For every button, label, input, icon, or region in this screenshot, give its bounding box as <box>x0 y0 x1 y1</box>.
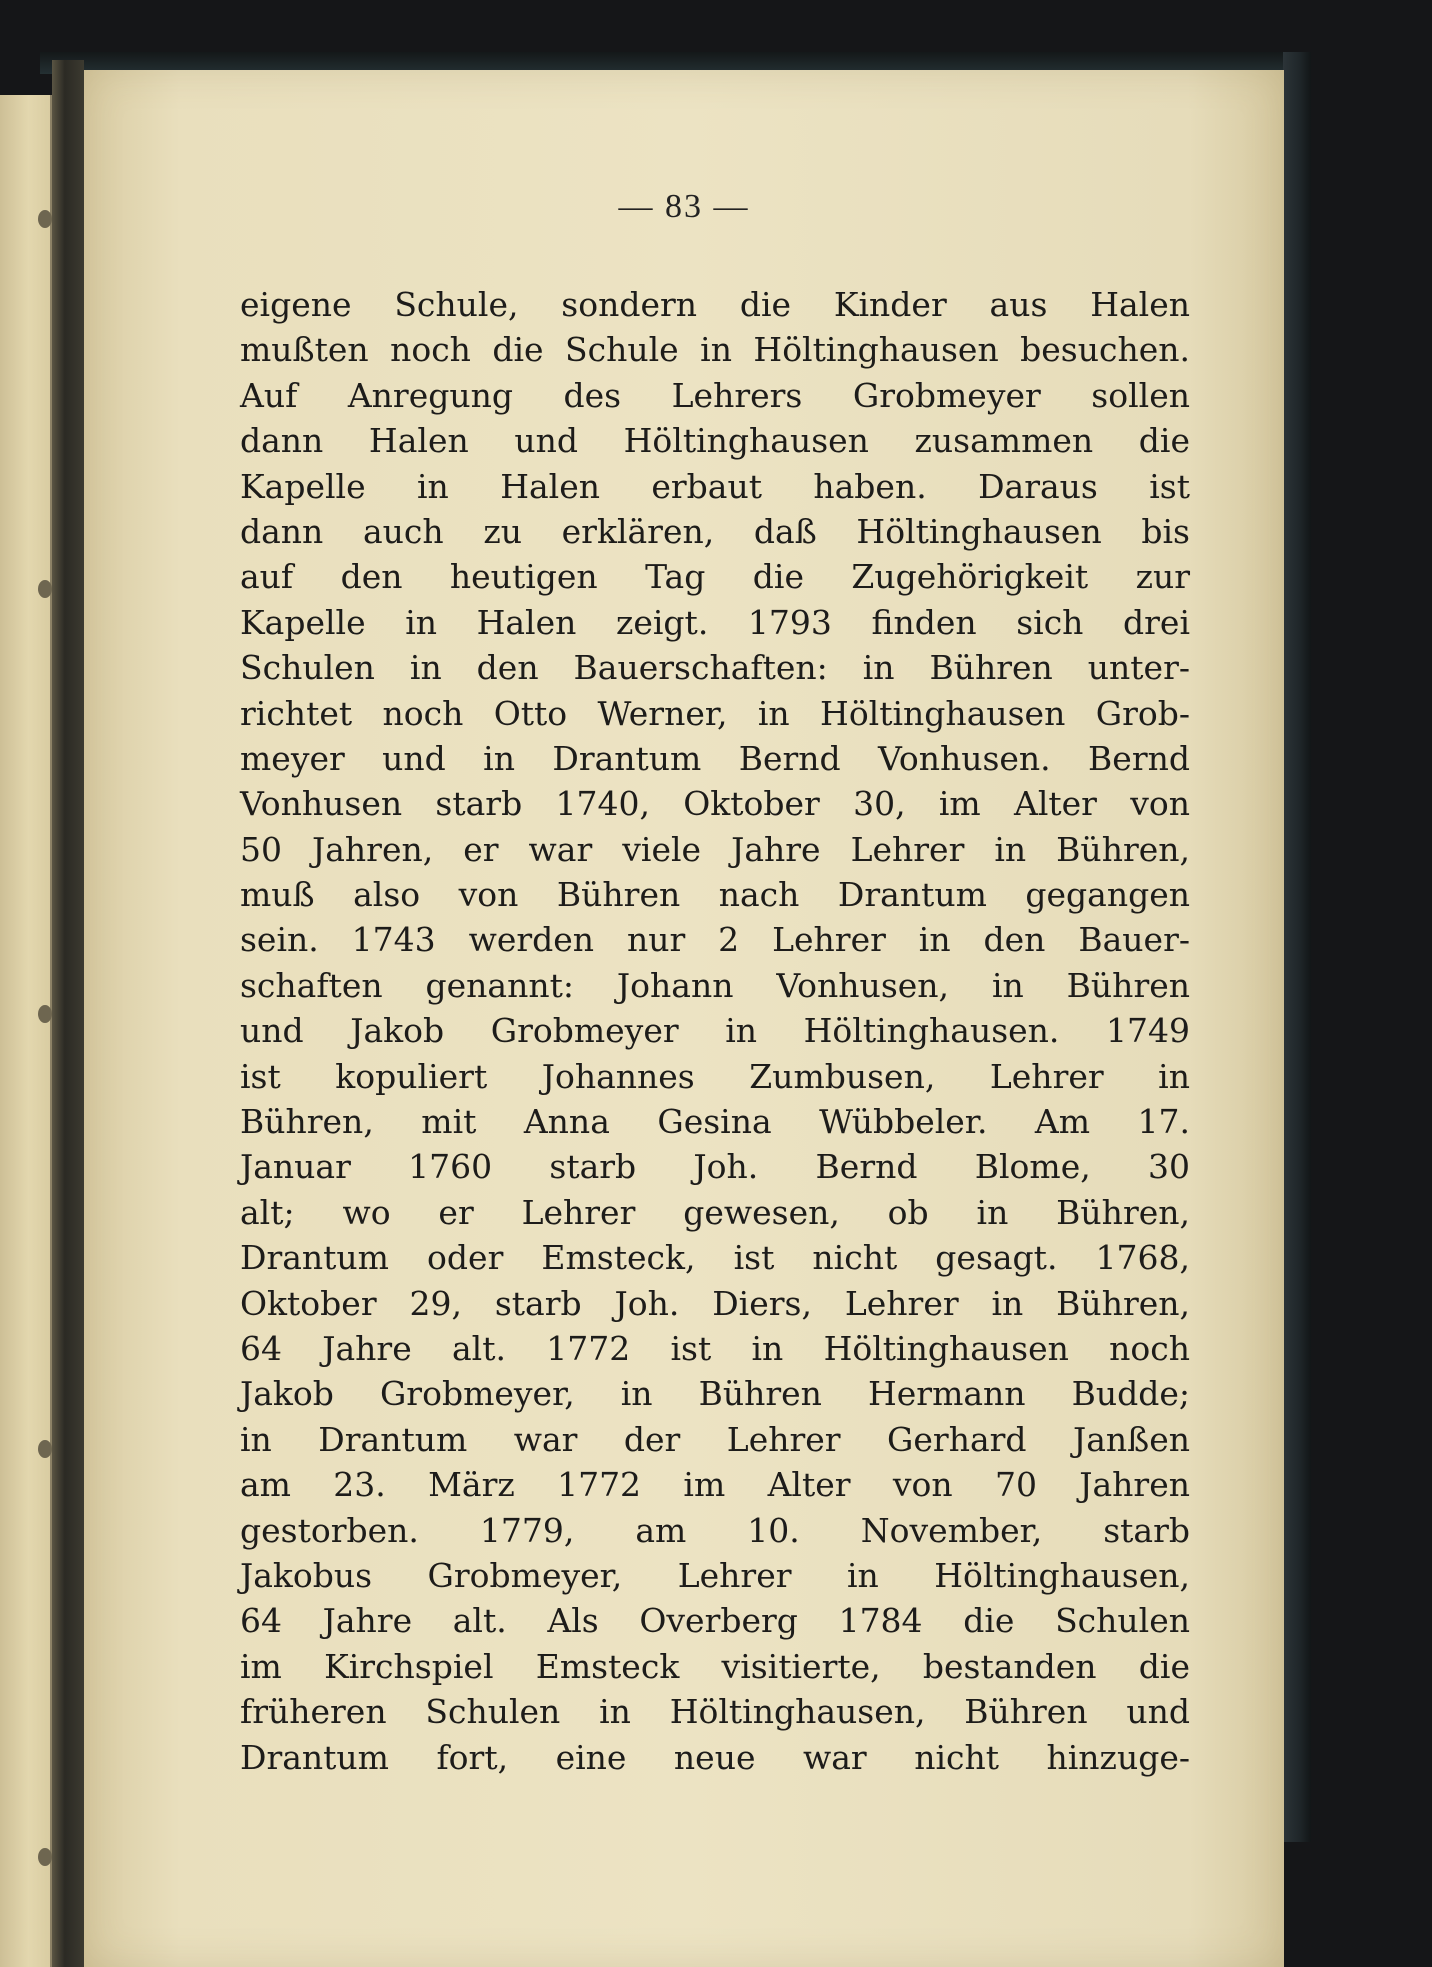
text-line: 50 Jahren, er war viele Jahre Lehrer in Bühren, <box>240 829 1190 869</box>
text-line: Oktober 29, starb Joh. Diers, Lehrer in Bühren, <box>240 1283 1190 1323</box>
text-line: auf den heutigen Tag die Zugehörigkeit zur <box>240 557 1190 597</box>
page-number: — 83 — <box>618 188 750 225</box>
book-page <box>84 70 1284 1967</box>
text-line: 64 Jahre alt. Als Overberg 1784 die Schulen <box>240 1601 1190 1641</box>
text-line: Januar 1760 starb Joh. Bernd Blome, 30 <box>240 1147 1190 1187</box>
text-line: Kapelle in Halen zeigt. 1793 finden sich drei <box>240 602 1190 642</box>
text-line: Bühren, mit Anna Gesina Wübbeler. Am 17. <box>240 1102 1190 1142</box>
text-line: Drantum oder Emsteck, ist nicht gesagt. 1768, <box>240 1238 1190 1278</box>
text-line: dann auch zu erklären, daß Höltinghausen bis <box>240 511 1190 551</box>
text-line: Jakob Grobmeyer, in Bühren Hermann Budde; <box>240 1374 1190 1414</box>
text-line: alt; wo er Lehrer gewesen, ob in Bühren, <box>240 1192 1190 1232</box>
text-line: und Jakob Grobmeyer in Höltinghausen. 1749 <box>240 1011 1190 1051</box>
left-page-sliver <box>0 95 52 1967</box>
text-line: sein. 1743 werden nur 2 Lehrer in den Bauer- <box>240 920 1190 960</box>
text-line: meyer und in Drantum Bernd Vonhusen. Bernd <box>240 738 1190 778</box>
text-line: schaften genannt: Johann Vonhusen, in Bühren <box>240 965 1190 1005</box>
binding-stitch-hole <box>38 1005 52 1023</box>
binding-stitch-hole <box>38 1848 52 1866</box>
text-line: ist kopuliert Johannes Zumbusen, Lehrer in <box>240 1056 1190 1096</box>
book-cover-right-edge <box>1283 52 1311 1842</box>
text-line: Auf Anregung des Lehrers Grobmeyer sollen <box>240 375 1190 415</box>
text-line: Vonhusen starb 1740, Oktober 30, im Alter von <box>240 784 1190 824</box>
text-line: Schulen in den Bauerschaften: in Bühren unter- <box>240 648 1190 688</box>
text-line: gestorben. 1779, am 10. November, starb <box>240 1510 1190 1550</box>
binding-stitch-hole <box>38 210 52 228</box>
page-text <box>240 282 1190 1780</box>
text-line: richtet noch Otto Werner, in Höltinghausen Grob- <box>240 693 1190 733</box>
binding-stitch-hole <box>38 580 52 598</box>
text-line: Drantum fort, eine neue war nicht hinzuge- <box>240 1737 1190 1777</box>
text-line: Jakobus Grobmeyer, Lehrer in Höltinghausen, <box>240 1555 1190 1595</box>
book-gutter <box>52 60 84 1967</box>
text-line: im Kirchspiel Emsteck visitierte, bestanden die <box>240 1646 1190 1686</box>
text-line: in Drantum war der Lehrer Gerhard Janßen <box>240 1419 1190 1459</box>
text-line: eigene Schule, sondern die Kinder aus Halen <box>240 285 1190 324</box>
binding-stitch-hole <box>38 1440 52 1458</box>
text-line: mußten noch die Schule in Höltinghausen besuchen. <box>240 330 1190 370</box>
text-line: 64 Jahre alt. 1772 ist in Höltinghausen noch <box>240 1328 1190 1368</box>
text-line: am 23. März 1772 im Alter von 70 Jahren <box>240 1465 1190 1505</box>
text-line: Kapelle in Halen erbaut haben. Daraus ist <box>240 466 1190 506</box>
text-line: dann Halen und Höltinghausen zusammen die <box>240 421 1190 461</box>
text-line: früheren Schulen in Höltinghausen, Bühren und <box>240 1692 1190 1732</box>
text-line: muß also von Bühren nach Drantum gegangen <box>240 875 1190 915</box>
